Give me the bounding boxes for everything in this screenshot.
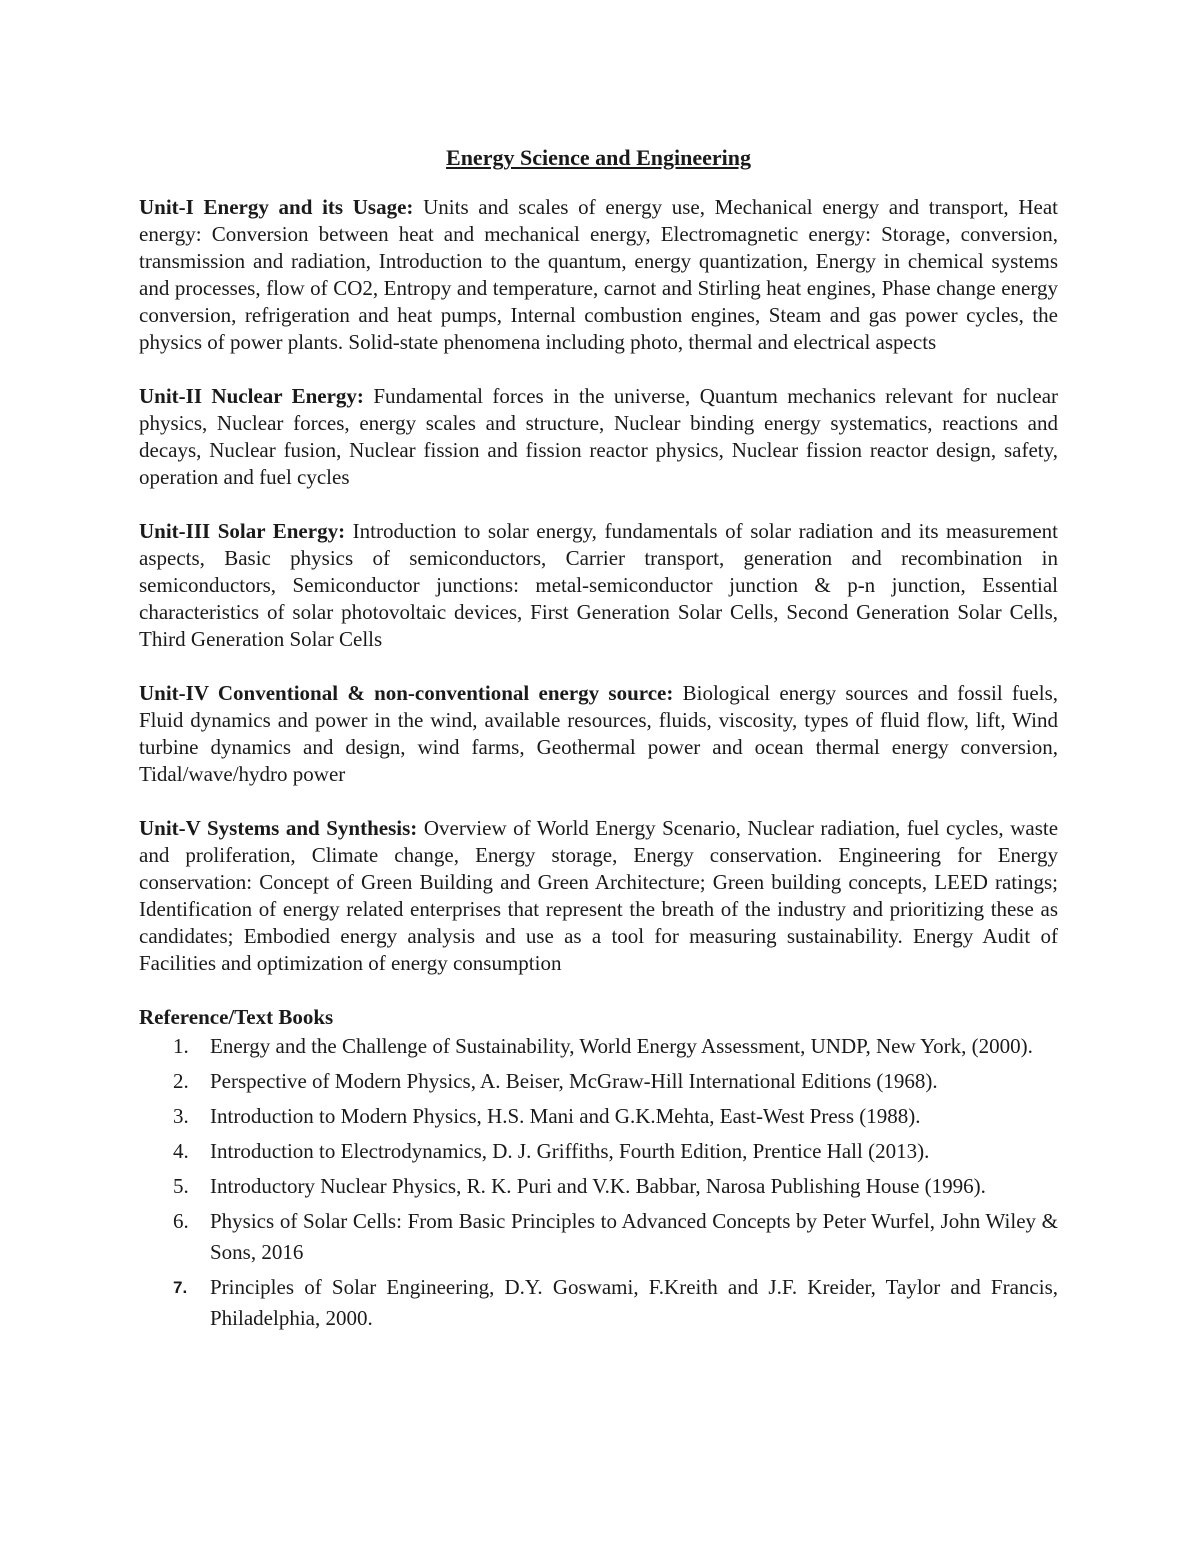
list-item [139, 1171, 1058, 1202]
list-item-text: Principles of Solar Engineering, D.Y. Goswami, F.Kreith and J.F. Kreider, Taylor and Francis, Philadelphia, 2000. [210, 1275, 1058, 1330]
document-page [139, 140, 1058, 1338]
unit-5-heading: Unit-V Systems and Synthesis: [139, 816, 418, 840]
list-item [139, 1136, 1058, 1167]
list-item-text: Introduction to Modern Physics, H.S. Mani and G.K.Mehta, East-West Press (1988). [210, 1104, 921, 1128]
list-item [139, 1031, 1058, 1062]
list-item-number: 7. [173, 1278, 188, 1297]
list-item-number: 1. [173, 1034, 189, 1058]
list-item-text: Introductory Nuclear Physics, R. K. Puri and V.K. Babbar, Narosa Publishing House (1996). [210, 1174, 986, 1198]
unit-1-body: Units and scales of energy use, Mechanical energy and transport, Heat energy: Conversion between heat and mechanical energy, Electromagnetic energy: Storage, conversion, transmission and radiation, Introduction to the quantum, energy quantization, Energy in chemical systems and processes, flow of CO2, Entropy and temperature, carnot and Stirling heat engines, Phase change energy conversion, refrigeration and heat pumps, Internal combustion engines, Steam and gas power cycles, the physics of power plants. Solid-state phenomena including photo, thermal and electrical aspects [139, 195, 1058, 354]
page-title: Energy Science and Engineering [446, 145, 751, 170]
unit-2-heading: Unit-II Nuclear Energy: [139, 384, 364, 408]
unit-2-paragraph [139, 383, 1058, 491]
unit-1-heading: Unit-I Energy and its Usage: [139, 195, 414, 219]
references-list [139, 1031, 1058, 1334]
list-item [139, 1272, 1058, 1334]
unit-4-heading: Unit-IV Conventional & non-conventional energy source: [139, 681, 674, 705]
list-item-text: Physics of Solar Cells: From Basic Principles to Advanced Concepts by Peter Wurfel, John Wiley & Sons, 2016 [210, 1209, 1058, 1264]
list-item-number: 6. [173, 1209, 189, 1233]
list-item [139, 1066, 1058, 1097]
list-item-number: 2. [173, 1069, 189, 1093]
unit-4-paragraph [139, 680, 1058, 788]
unit-1-paragraph [139, 194, 1058, 356]
list-item-number: 3. [173, 1104, 189, 1128]
unit-5-paragraph [139, 815, 1058, 977]
unit-3-body: Introduction to solar energy, fundamentals of solar radiation and its measurement aspects, Basic physics of semiconductors, Carrier transport, generation and recombination in semiconductors, Semiconductor junctions: metal-semiconductor junction & p-n junction, Essential characteristics of solar photovoltaic devices, First Generation Solar Cells, Second Generation Solar Cells, Third Generation Solar Cells [139, 519, 1058, 651]
references-heading: Reference/Text Books [139, 1005, 334, 1029]
list-item-text: Introduction to Electrodynamics, D. J. Griffiths, Fourth Edition, Prentice Hall (2013). [210, 1139, 930, 1163]
list-item-text: Perspective of Modern Physics, A. Beiser, McGraw-Hill International Editions (1968). [210, 1069, 938, 1093]
list-item [139, 1206, 1058, 1268]
list-item [139, 1101, 1058, 1132]
unit-3-heading: Unit-III Solar Energy: [139, 519, 346, 543]
list-item-number: 5. [173, 1174, 189, 1198]
unit-4-body: Biological energy sources and fossil fuels, Fluid dynamics and power in the wind, available resources, fluids, viscosity, types of fluid flow, lift, Wind turbine dynamics and design, wind farms, Geothermal power and ocean thermal energy conversion, Tidal/wave/hydro power [139, 681, 1059, 786]
unit-2-body: Fundamental forces in the universe, Quantum mechanics relevant for nuclear physics, Nuclear forces, energy scales and structure, Nuclear binding energy systematics, reactions and decays, Nuclear fusion, Nuclear fission and fission reactor physics, Nuclear fission reactor design, safety, operation and fuel cycles [139, 384, 1059, 489]
list-item-text: Energy and the Challenge of Sustainability, World Energy Assessment, UNDP, New York, (2000). [210, 1034, 1033, 1058]
unit-3-paragraph [139, 518, 1058, 653]
unit-5-body: Overview of World Energy Scenario, Nuclear radiation, fuel cycles, waste and proliferation, Climate change, Energy storage, Energy conservation. Engineering for Energy conservation: Concept of Green Building and Green Architecture; Green building concepts, LEED ratings; Identification of energy related enterprises that represent the breath of the industry and prioritizing these as candidates; Embodied energy analysis and use as a tool for measuring sustainability. Energy Audit of Facilities and optimization of energy consumption [139, 816, 1059, 975]
list-item-number: 4. [173, 1139, 189, 1163]
